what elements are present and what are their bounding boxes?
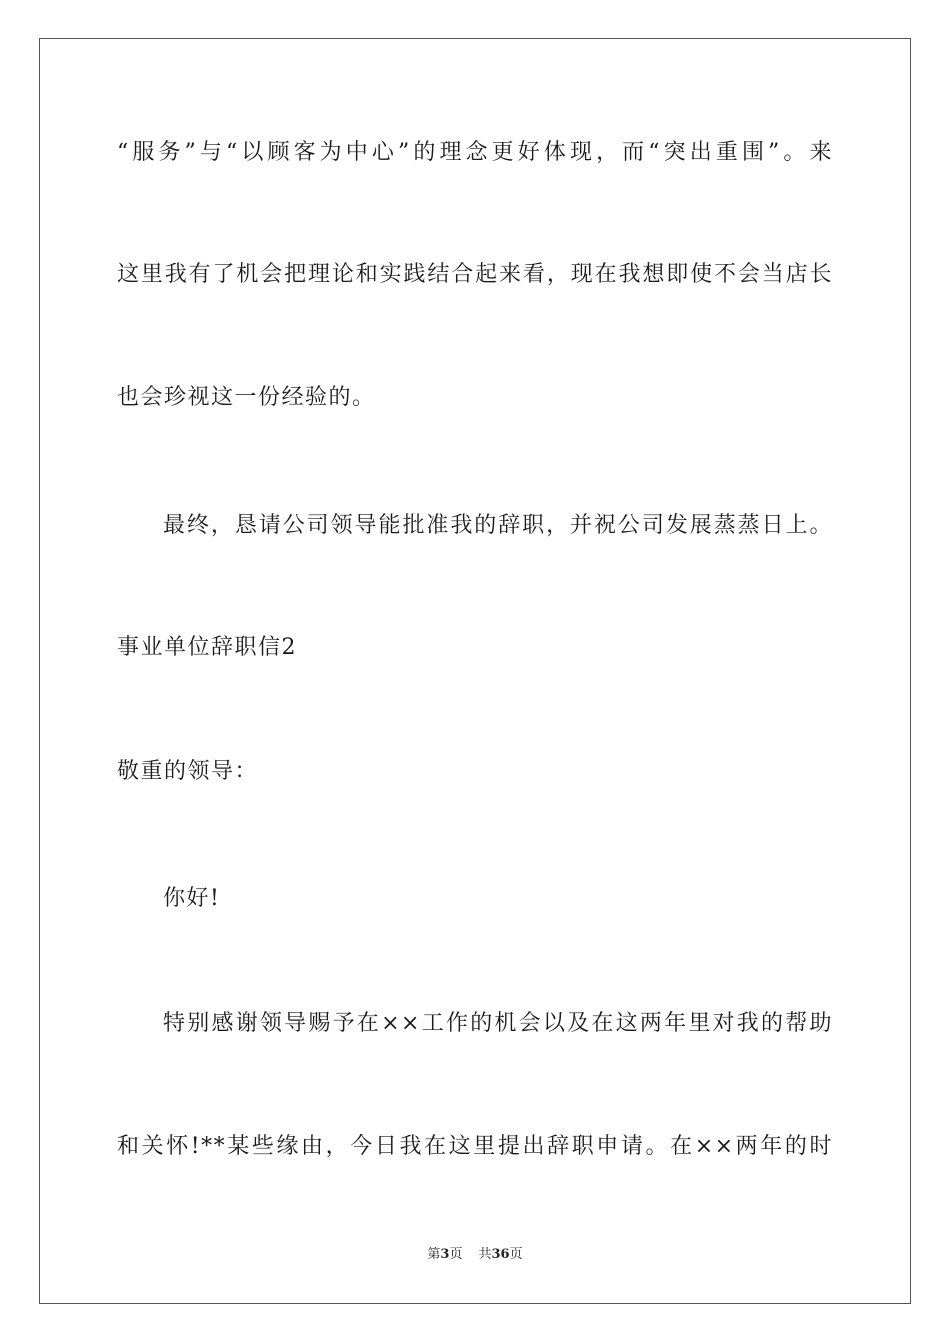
paragraph-line-3: 也会珍视这一份经验的。 <box>117 385 376 410</box>
section-heading: 事业单位辞职信2 <box>117 635 297 660</box>
paragraph-line-4: 最终，恳请公司领导能批准我的辞职，并祝公司发展蒸蒸日上。 <box>163 513 833 538</box>
page-border <box>39 38 911 1304</box>
paragraph-line-6: 和关怀!**某些缘由，今日我在这里提出辞职申请。在××两年的时 <box>117 1134 833 1159</box>
footer-page-number: 3 <box>440 1247 450 1262</box>
greeting: 你好! <box>163 886 221 911</box>
salutation: 敬重的领导： <box>117 759 259 784</box>
footer-page-prefix: 第 <box>427 1247 441 1262</box>
footer-total-suffix: 页 <box>509 1247 523 1262</box>
page-footer <box>0 1246 950 1264</box>
paragraph-line-2: 这里我有了机会把理论和实践结合起来看，现在我想即使不会当店长 <box>117 262 833 287</box>
footer-total-prefix: 共 <box>478 1247 492 1262</box>
footer-page-suffix: 页 <box>449 1247 463 1262</box>
footer-total-pages: 36 <box>491 1247 510 1262</box>
paragraph-line-1: “服务”与“以顾客为中心”的理念更好体现，而“突出重围”。来 <box>117 140 833 165</box>
paragraph-line-5: 特别感谢领导赐予在××工作的机会以及在这两年里对我的帮助 <box>163 1011 833 1036</box>
